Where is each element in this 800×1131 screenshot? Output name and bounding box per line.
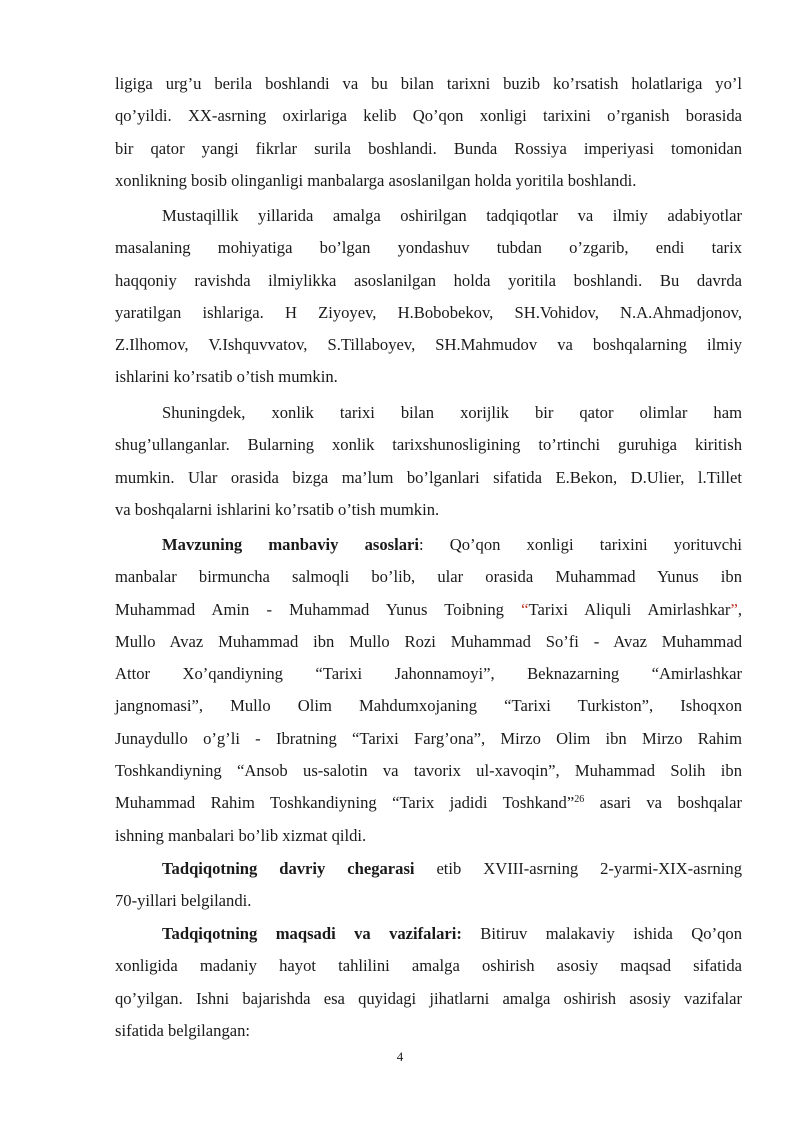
- text-line: Junaydullo o’g’li - Ibratning “Tarixi Farg’ona”, Mirzo Olim ibn Mirzo Rahim: [115, 728, 742, 748]
- text-line: ligiga urg’u berila boshlandi va bu bilan tarixni buzib ko’rsatish holatlariga yo’l: [115, 74, 742, 93]
- text-line: haqqoniy ravishda ilmiylikka asoslanilgan holda yoritila boshlandi. Bu davrda: [115, 270, 742, 290]
- page-number: 4: [396, 1049, 404, 1064]
- paragraph-independence-research: [115, 200, 742, 394]
- text-line: Mustaqillik yillarida amalga oshirilgan tadqiqotlar va ilmiy adabiyotlar: [162, 206, 742, 225]
- text-line: mumkin. Ular orasida bizga ma’lum bo’lganlari sifatida E.Bekon, D.Ulier, l.Tillet: [115, 467, 742, 487]
- text-line: ishlarini ko’rsatib o’tish mumkin.: [115, 367, 338, 387]
- text-line: Tadqiqotning davriy chegarasi etib XVIII-asrning 2-yarmi-XIX-asrning: [162, 859, 742, 878]
- text-line: shug’ullanganlar. Bularning xonlik tarixshunosligining to’rtinchi guruhiga kiritish: [115, 435, 742, 455]
- text-line: bir qator yangi fikrlar surila boshlandi. Bunda Rossiya imperiyasi tomonidan: [115, 138, 742, 158]
- section-heading: Tadqiqotning maqsadi va vazifalari:: [162, 924, 462, 943]
- text-line: va boshqalarni ishlarini ko’rsatib o’tish mumkin.: [115, 499, 440, 519]
- paragraph-foreign-scholars: [115, 397, 742, 526]
- paragraph-aims: [115, 918, 742, 1047]
- text-line: Muhammad Rahim Toshkandiyning “Tarix jadidi Toshkand”$^{26}$ asari va boshqalar: [115, 793, 742, 813]
- footnote-ref[interactable]: 26: [574, 794, 585, 806]
- text-line: Mavzuning manbaviy asoslari: Qo’qon xonligi tarixini yorituvchi: [162, 535, 742, 554]
- text-line: Tadqiqotning maqsadi va vazifalari: Bitiruv malakaviy ishida Qo’qon: [162, 924, 742, 943]
- text-line: Toshkandiyning “Ansob us-salotin va tavorix ul-xavoqin”, Muhammad Solih ibn: [115, 761, 742, 781]
- section-heading: Tadqiqotning davriy chegarasi: [162, 859, 415, 878]
- text-line: xonlikning bosib olinganligi manbalarga asoslanilgan holda yoritila boshlandi.: [115, 170, 637, 190]
- text-line: sifatida belgilangan:: [115, 1020, 251, 1040]
- paragraph-sources: [115, 529, 742, 852]
- text-line: qo’yilgan. Ishni bajarishda esa quyidagi jihatlarni amalga oshirish asosiy vazifalar: [115, 988, 742, 1008]
- text-line: masalaning mohiyatiga bo’lgan yondashuv tubdan o’zgarib, endi tarix: [115, 238, 742, 258]
- quote-mark: “: [521, 599, 529, 619]
- text-line: 70-yillari belgilandi.: [115, 891, 252, 911]
- text-line: jangnomasi”, Mullo Olim Mahdumxojaning “Tarixi Turkiston”, Ishoqxon: [115, 696, 742, 716]
- text-line: Muhammad Amin - Muhammad Yunus Toibning “Tarixi Aliquli Amirlashkar”,: [115, 599, 742, 619]
- section-heading: Mavzuning manbaviy asoslari: [162, 535, 419, 554]
- text-line: Shuningdek, xonlik tarixi bilan xorijlik bir qator olimlar ham: [162, 403, 742, 422]
- paragraph-continuation: [115, 68, 742, 197]
- paragraph-period: [115, 853, 742, 918]
- text-line: Z.Ilhomov, V.Ishquvvatov, S.Tillaboyev, SH.Mahmudov va boshqalarning ilmiy: [115, 335, 742, 355]
- text-line: Mullo Avaz Muhammad ibn Mullo Rozi Muhammad So’fi - Avaz Muhammad: [115, 631, 742, 651]
- text-line: ishning manbalari bo’lib xizmat qildi.: [115, 825, 367, 845]
- quote-mark: ”: [730, 599, 738, 619]
- text-line: qo’yildi. XX-asrning oxirlariga kelib Qo’qon xonligi tarixini o’rganish borasida: [115, 106, 742, 126]
- text-line: manbalar birmuncha salmoqli bo’lib, ular orasida Muhammad Yunus ibn: [115, 567, 742, 587]
- text-line: Attor Xo’qandiyning “Tarixi Jahonnamoyi”, Beknazarning “Amirlashkar: [115, 664, 742, 684]
- text-line: xonligida madaniy hayot tahlilini amalga oshirish asosiy maqsad sifatida: [115, 956, 742, 976]
- text-line: yaratilgan ishlariga. H Ziyoyev, H.Bobobekov, SH.Vohidov, N.A.Ahmadjonov,: [115, 302, 742, 322]
